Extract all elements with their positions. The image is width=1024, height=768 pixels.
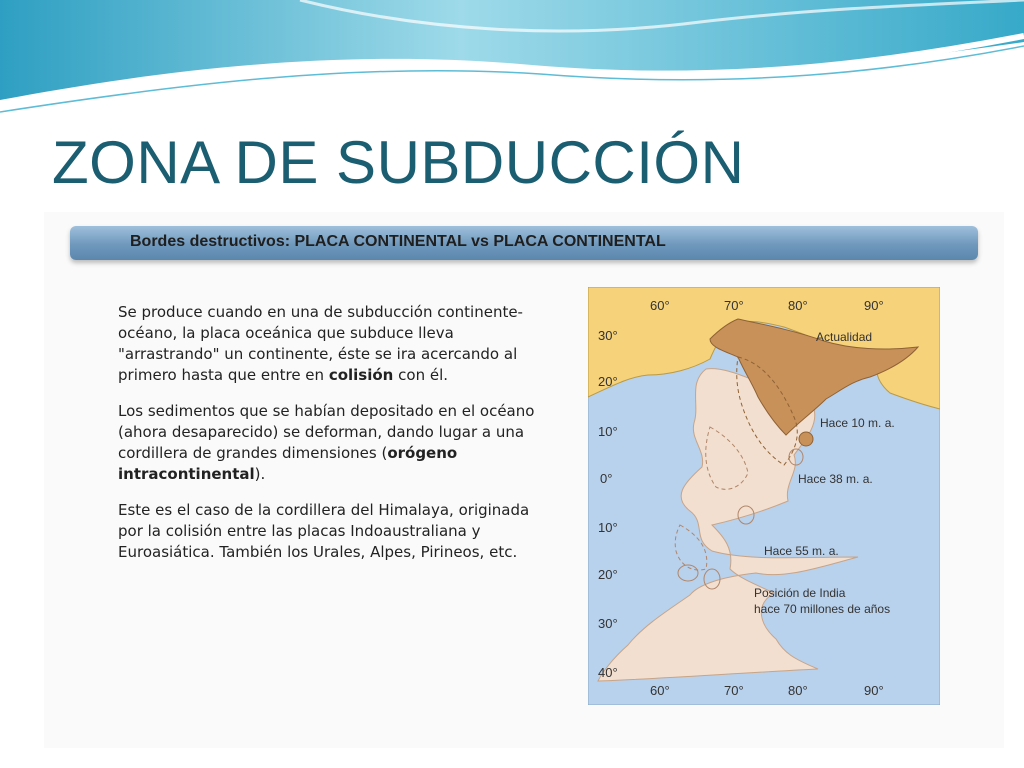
lon-label-bottom-80: 80° xyxy=(788,683,808,698)
lon-label-top-80: 80° xyxy=(788,298,808,313)
bold-term-orogeno: orógeno intracontinental xyxy=(118,444,458,483)
label-hace-38: Hace 38 m. a. xyxy=(798,472,873,486)
label-hace-55: Hace 55 m. a. xyxy=(764,544,839,558)
slide-title: ZONA DE SUBDUCCIÓN xyxy=(52,129,745,196)
lat-label-20n: 20° xyxy=(598,374,618,389)
lat-label-0: 0° xyxy=(600,471,613,486)
label-posicion-line2: hace 70 millones de años xyxy=(754,602,891,616)
india-drift-map xyxy=(588,287,940,705)
paragraph-3: Este es el caso de la cordillera del Himalaya, originada por la colisión entre las placas Indoaustraliana y Euroasiática. También los Urales, Alpes, Pirineos, etc. xyxy=(118,501,530,561)
lon-label-bottom-60: 60° xyxy=(650,683,670,698)
paragraph-2: Los sedimentos que se habían depositado en el océano (ahora desaparecido) se deforman, dando lugar a una cordillera de grandes dimensiones (orógeno intracontinental). xyxy=(118,402,535,483)
lon-label-top-70: 70° xyxy=(724,298,744,313)
lat-label-20s: 20° xyxy=(598,567,618,582)
bold-term-colision: colisión xyxy=(328,366,394,384)
paragraph-1: Se produce cuando en una de subducción continente-océano, la placa oceánica que subduce lleva "arrastrando" un continente, éste se ira acercando al primero hasta que entre en colisión con él. xyxy=(118,303,523,384)
lat-label-10n: 10° xyxy=(598,424,618,439)
lat-label-30s: 30° xyxy=(598,616,618,631)
section-banner xyxy=(70,226,978,260)
lon-label-bottom-70: 70° xyxy=(724,683,744,698)
lat-label-40s: 40° xyxy=(598,665,618,680)
lon-label-top-60: 60° xyxy=(650,298,670,313)
header-wave-decoration xyxy=(0,0,1024,120)
label-hace-10: Hace 10 m. a. xyxy=(820,416,895,430)
label-posicion-line1: Posición de India xyxy=(754,586,846,600)
label-actualidad: Actualidad xyxy=(816,330,873,344)
lat-label-30n: 30° xyxy=(598,328,618,343)
lon-label-bottom-90: 90° xyxy=(864,683,884,698)
body-text xyxy=(118,302,538,578)
banner-label: Bordes destructivos: PLACA CONTINENTAL vs PLACA CONTINENTAL xyxy=(130,233,666,250)
lat-label-10s: 10° xyxy=(598,520,618,535)
lon-label-top-90: 90° xyxy=(864,298,884,313)
